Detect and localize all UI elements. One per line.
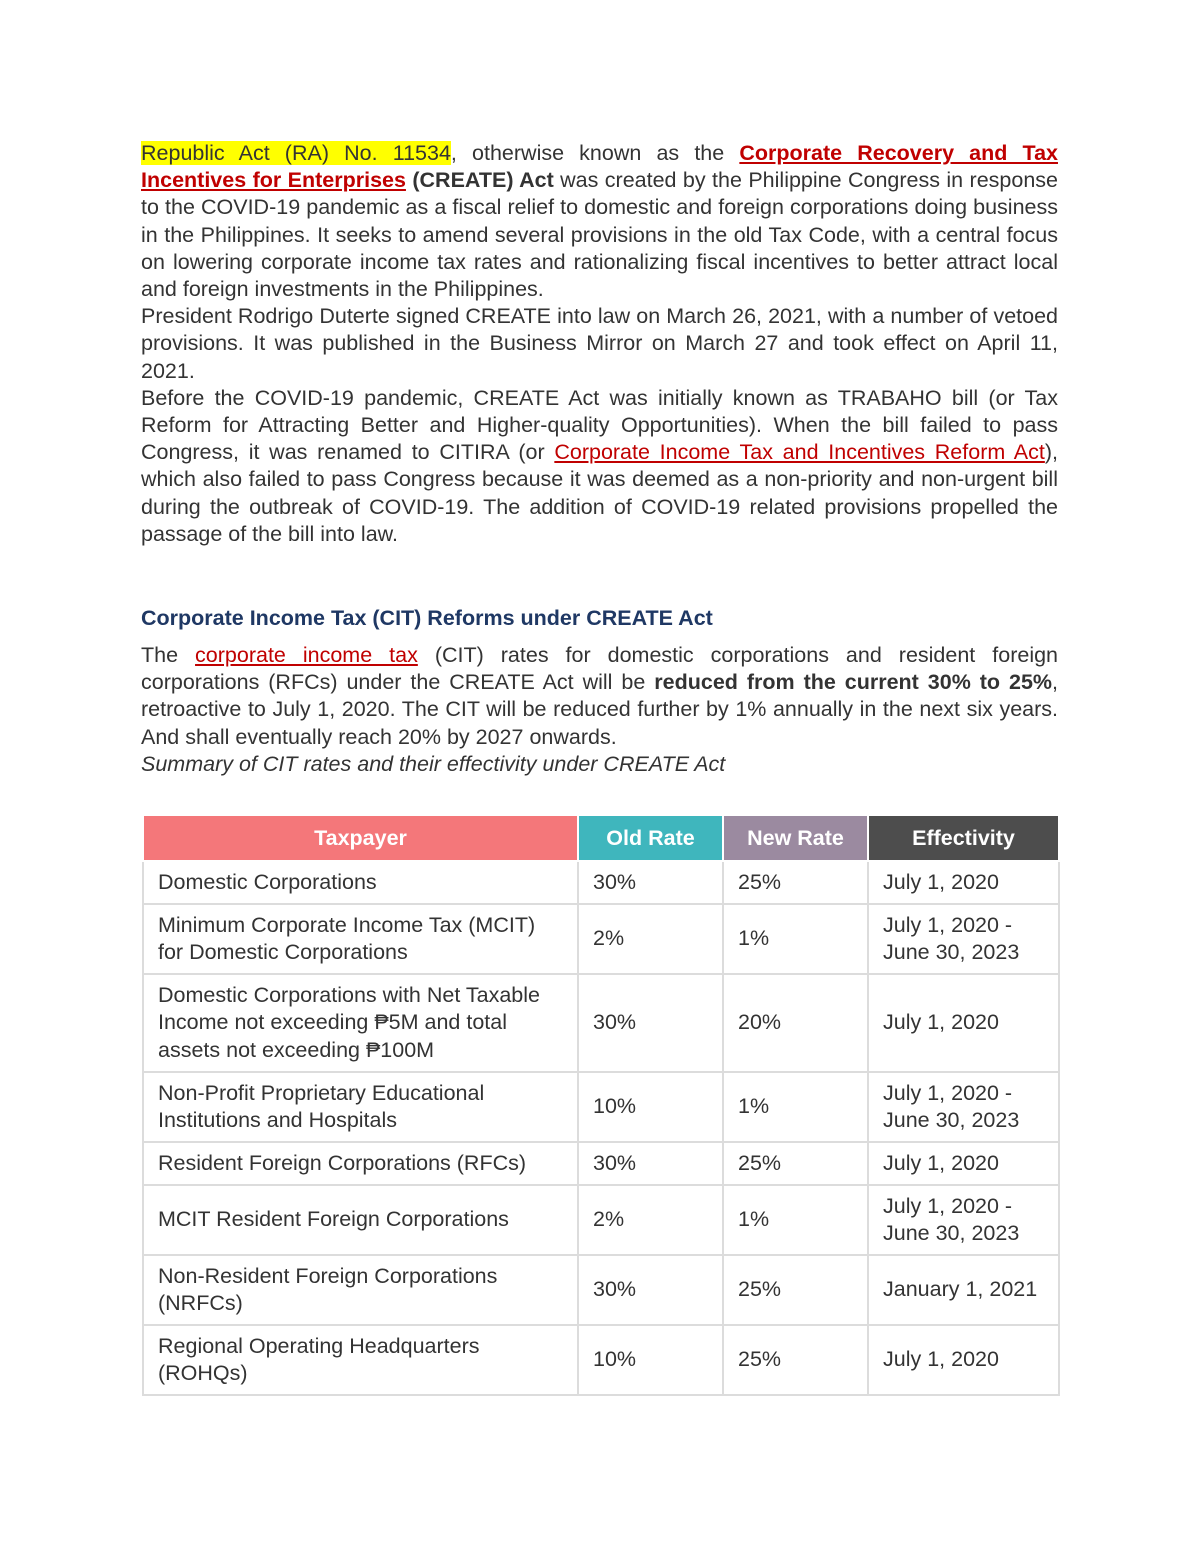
taxpayer-cell: Resident Foreign Corporations (RFCs) [143, 1142, 578, 1185]
table-row [143, 1142, 1059, 1185]
new-rate-cell: 25% [723, 1142, 868, 1185]
intro-otherwise: , otherwise known as the [450, 141, 740, 165]
create-act-link[interactable]: Corporate Recovery and Tax Incentives for Enterprises [141, 141, 1058, 193]
ra-number-highlight: Republic Act (RA) No. 11534 [141, 141, 451, 165]
table-row [143, 904, 1059, 974]
old-rate-cell: 2% [578, 904, 723, 974]
cit-end: , retroactive to July 1, 2020. The CIT will be reduced further by 1% annually in the next six years. And shall eventually reach 20% by 2027 onwards. [141, 670, 1059, 749]
effectivity-cell: July 1, 2020 [868, 1142, 1059, 1185]
effectivity-cell: July 1, 2020 - June 30, 2023 [868, 1072, 1059, 1142]
effectivity-cell: July 1, 2020 [868, 861, 1059, 904]
document-page [141, 140, 1058, 778]
new-rate-cell: 20% [723, 974, 868, 1072]
intro-paragraph [141, 140, 1058, 303]
taxpayer-cell: Regional Operating Headquarters (ROHQs) [143, 1325, 578, 1395]
header-taxpayer: Taxpayer [143, 815, 578, 861]
table-row [143, 861, 1059, 904]
table-header-row [143, 815, 1059, 861]
old-rate-cell: 10% [578, 1325, 723, 1395]
intro-rest: was created by the Philippine Congress in response to the COVID-19 pandemic as a fiscal relief to domestic and foreign corporations doing business in the Philippines. It seeks to amend several provisions in the old Tax Code, with a central focus on lowering corporate income tax rates and rationalizing fiscal incentives to better attract local and foreign investments in the Philippines. [141, 168, 1058, 302]
header-old-rate: Old Rate [578, 815, 723, 861]
new-rate-cell: 1% [723, 1072, 868, 1142]
signing-paragraph: President Rodrigo Duterte signed CREATE into law on March 26, 2021, with a number of vetoed provisions. It was published in the Business Mirror on March 27 and took effect on April 11, 2021. [141, 304, 1058, 383]
table-caption: Summary of CIT rates and their effectivity under CREATE Act [141, 751, 726, 776]
taxpayer-cell: Non-Profit Proprietary Educational Institutions and Hospitals [143, 1072, 578, 1142]
old-rate-cell: 30% [578, 974, 723, 1072]
effectivity-cell: July 1, 2020 - June 30, 2023 [868, 1185, 1059, 1255]
new-rate-cell: 1% [723, 1185, 868, 1255]
effectivity-cell: July 1, 2020 - June 30, 2023 [868, 904, 1059, 974]
history-after: ), which also failed to pass Congress because it was deemed as a non-priority and non-urgent bill during the outbreak of COVID-19. The addition of COVID-19 related provisions propelled the passage of the bill into law. [141, 440, 1058, 546]
taxpayer-cell: Domestic Corporations [143, 861, 578, 904]
history-paragraph [141, 385, 1058, 548]
history-before: Before the COVID-19 pandemic, CREATE Act was initially known as TRABAHO bill (or Tax Reform for Attracting Better and Higher-quality Opportunities). When the bill failed to pass Congress, it was renamed to CITIRA (or [141, 385, 1058, 465]
header-effectivity: Effectivity [868, 815, 1059, 861]
taxpayer-cell: MCIT Resident Foreign Corporations [143, 1185, 578, 1255]
citira-link[interactable]: Corporate Income Tax and Incentives Reform Act [554, 440, 1045, 465]
old-rate-cell: 30% [578, 861, 723, 904]
taxpayer-cell: Domestic Corporations with Net Taxable Income not exceeding ₱5M and total assets not exceeding ₱100M [143, 974, 578, 1072]
cit-the: The [141, 643, 196, 668]
cit-rates-table [142, 814, 1060, 1396]
table-row [143, 1325, 1059, 1395]
cit-mid: (CIT) rates for domestic corporations and resident foreign corporations (RFCs) under the CREATE Act will be [141, 643, 1059, 695]
taxpayer-cell: Non-Resident Foreign Corporations (NRFCs) [143, 1255, 578, 1325]
new-rate-cell: 1% [723, 904, 868, 974]
new-rate-cell: 25% [723, 1255, 868, 1325]
new-rate-cell: 25% [723, 861, 868, 904]
effectivity-cell: July 1, 2020 [868, 974, 1059, 1072]
old-rate-cell: 30% [578, 1255, 723, 1325]
old-rate-cell: 30% [578, 1142, 723, 1185]
effectivity-cell: January 1, 2021 [868, 1255, 1059, 1325]
table-row [143, 974, 1059, 1072]
effectivity-cell: July 1, 2020 [868, 1325, 1059, 1395]
table-row [143, 1185, 1059, 1255]
table-row [143, 1072, 1059, 1142]
new-rate-cell: 25% [723, 1325, 868, 1395]
cit-paragraph [141, 642, 1058, 751]
create-short: (CREATE) Act [405, 168, 554, 193]
section-heading: Corporate Income Tax (CIT) Reforms under CREATE Act [141, 606, 713, 631]
corporate-income-tax-link[interactable]: corporate income tax [195, 643, 418, 668]
old-rate-cell: 10% [578, 1072, 723, 1142]
header-new-rate: New Rate [723, 815, 868, 861]
table-row [143, 1255, 1059, 1325]
cit-bold: reduced from the current 30% to 25% [654, 670, 1053, 695]
taxpayer-cell: Minimum Corporate Income Tax (MCIT) for Domestic Corporations [143, 904, 578, 974]
old-rate-cell: 2% [578, 1185, 723, 1255]
